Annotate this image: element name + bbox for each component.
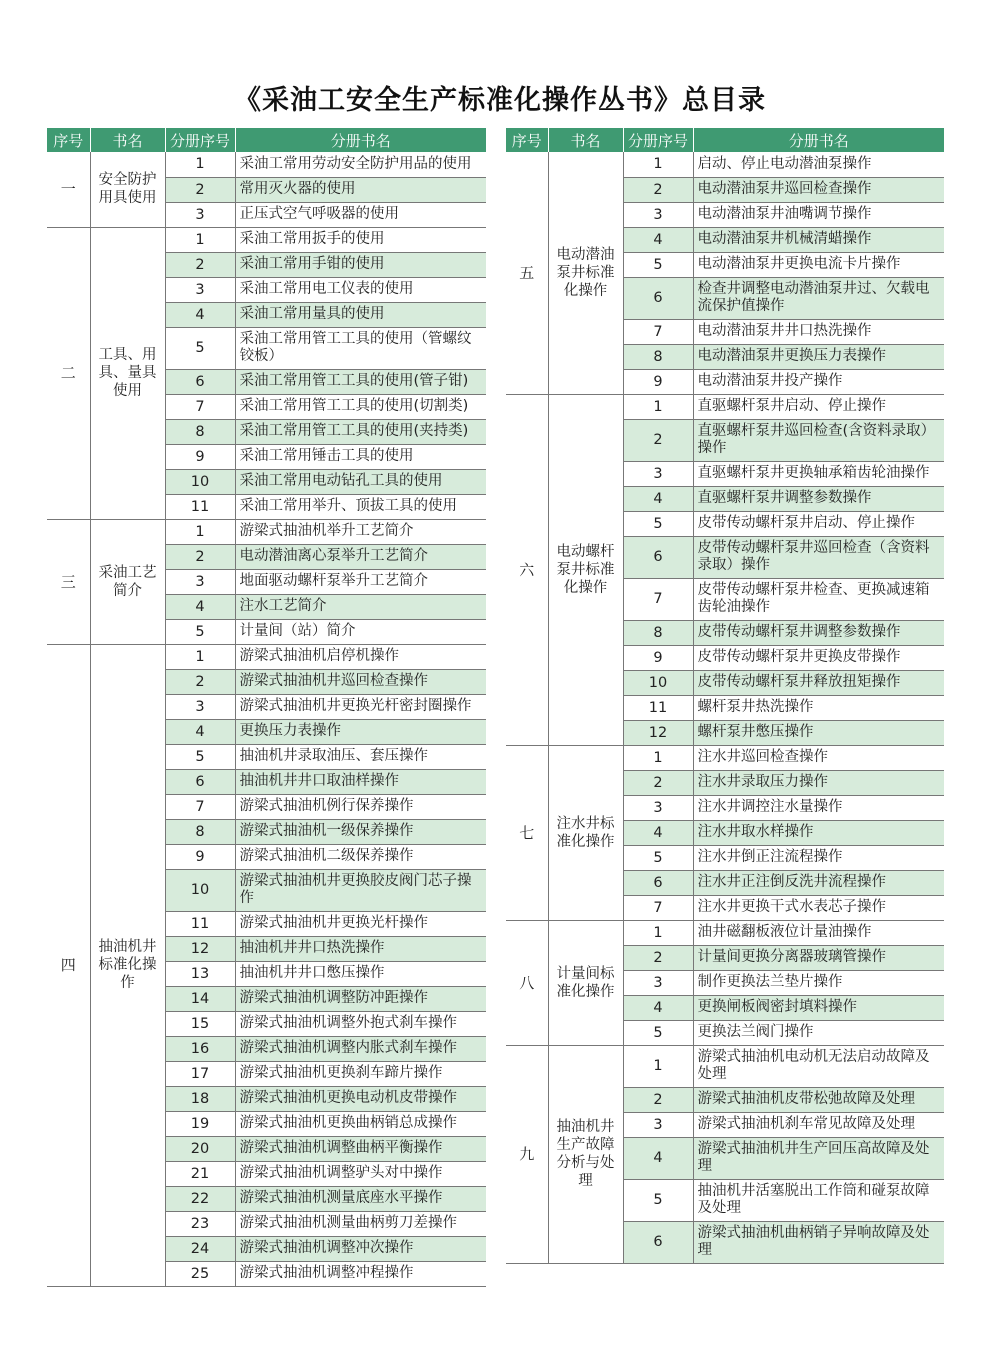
table-row bbox=[47, 644, 486, 669]
sub-seq-cell: 4 bbox=[623, 227, 693, 252]
sub-title-cell: 更换闸板阀密封填料操作 bbox=[693, 995, 944, 1020]
sub-seq-cell: 11 bbox=[623, 695, 693, 720]
sub-title-cell: 游梁式抽油机调整防冲距操作 bbox=[235, 986, 486, 1011]
sub-seq-cell: 1 bbox=[623, 745, 693, 770]
sub-title-cell: 直驱螺杆泵井启动、停止操作 bbox=[693, 394, 944, 419]
table-row bbox=[506, 1045, 944, 1087]
sub-title-cell: 采油工常用举升、顶拔工具的使用 bbox=[235, 494, 486, 519]
group-seq: 五 bbox=[506, 152, 548, 394]
sub-seq-cell: 1 bbox=[165, 519, 235, 544]
sub-title-cell: 游梁式抽油机测量曲柄剪刀差操作 bbox=[235, 1211, 486, 1236]
sub-seq-cell: 1 bbox=[165, 227, 235, 252]
toc-table-left bbox=[47, 128, 486, 1287]
sub-title-cell: 注水工艺简介 bbox=[235, 594, 486, 619]
sub-seq-cell: 22 bbox=[165, 1186, 235, 1211]
sub-title-cell: 游梁式抽油机调整冲次操作 bbox=[235, 1236, 486, 1261]
sub-seq-cell: 2 bbox=[623, 1087, 693, 1112]
sub-title-cell: 注水井录取压力操作 bbox=[693, 770, 944, 795]
sub-title-cell: 采油工常用锤击工具的使用 bbox=[235, 444, 486, 469]
sub-title-cell: 游梁式抽油机启停机操作 bbox=[235, 644, 486, 669]
sub-seq-cell: 3 bbox=[165, 569, 235, 594]
table-row bbox=[47, 519, 486, 544]
sub-title-cell: 皮带传动螺杆泵井启动、停止操作 bbox=[693, 511, 944, 536]
sub-title-cell: 抽油机井井口取油样操作 bbox=[235, 769, 486, 794]
sub-seq-cell: 6 bbox=[165, 769, 235, 794]
sub-seq-cell: 1 bbox=[165, 152, 235, 177]
sub-seq-cell: 4 bbox=[165, 302, 235, 327]
sub-seq-cell: 10 bbox=[165, 869, 235, 911]
sub-title-cell: 游梁式抽油机井更换光杆操作 bbox=[235, 911, 486, 936]
sub-seq-cell: 5 bbox=[165, 744, 235, 769]
sub-title-cell: 采油工常用量具的使用 bbox=[235, 302, 486, 327]
sub-seq-cell: 9 bbox=[623, 369, 693, 394]
sub-title-cell: 游梁式抽油机调整外抱式刹车操作 bbox=[235, 1011, 486, 1036]
group-book-name: 计量间标准化操作 bbox=[548, 920, 623, 1045]
sub-title-cell: 电动潜油泵井更换压力表操作 bbox=[693, 344, 944, 369]
sub-seq-cell: 5 bbox=[623, 252, 693, 277]
sub-seq-cell: 6 bbox=[623, 277, 693, 319]
header-sub-title: 分册书名 bbox=[693, 128, 944, 152]
sub-title-cell: 游梁式抽油机井巡回检查操作 bbox=[235, 669, 486, 694]
sub-seq-cell: 7 bbox=[165, 394, 235, 419]
sub-title-cell: 螺杆泵井热洗操作 bbox=[693, 695, 944, 720]
group-seq: 八 bbox=[506, 920, 548, 1045]
sub-title-cell: 皮带传动螺杆泵井检查、更换减速箱齿轮油操作 bbox=[693, 578, 944, 620]
sub-title-cell: 皮带传动螺杆泵井更换皮带操作 bbox=[693, 645, 944, 670]
sub-seq-cell: 8 bbox=[623, 344, 693, 369]
sub-seq-cell: 3 bbox=[165, 202, 235, 227]
sub-title-cell: 抽油机井井口憋压操作 bbox=[235, 961, 486, 986]
sub-seq-cell: 2 bbox=[623, 177, 693, 202]
sub-title-cell: 正压式空气呼吸器的使用 bbox=[235, 202, 486, 227]
sub-title-cell: 注水井倒正注流程操作 bbox=[693, 845, 944, 870]
group-book-name: 注水井标准化操作 bbox=[548, 745, 623, 920]
sub-title-cell: 游梁式抽油机二级保养操作 bbox=[235, 844, 486, 869]
sub-seq-cell: 4 bbox=[623, 1137, 693, 1179]
sub-seq-cell: 1 bbox=[623, 394, 693, 419]
sub-seq-cell: 8 bbox=[165, 819, 235, 844]
sub-seq-cell: 4 bbox=[165, 719, 235, 744]
group-book-name: 采油工艺简介 bbox=[90, 519, 165, 644]
sub-title-cell: 游梁式抽油机一级保养操作 bbox=[235, 819, 486, 844]
sub-title-cell: 制作更换法兰垫片操作 bbox=[693, 970, 944, 995]
sub-seq-cell: 8 bbox=[623, 620, 693, 645]
group-book-name: 电动潜油泵井标准化操作 bbox=[548, 152, 623, 394]
sub-seq-cell: 14 bbox=[165, 986, 235, 1011]
sub-seq-cell: 21 bbox=[165, 1161, 235, 1186]
sub-seq-cell: 24 bbox=[165, 1236, 235, 1261]
sub-title-cell: 油井磁翻板液位计量油操作 bbox=[693, 920, 944, 945]
sub-seq-cell: 17 bbox=[165, 1061, 235, 1086]
sub-seq-cell: 1 bbox=[623, 152, 693, 177]
sub-title-cell: 皮带传动螺杆泵井巡回检查（含资料录取）操作 bbox=[693, 536, 944, 578]
header-book: 书名 bbox=[548, 128, 623, 152]
header-book: 书名 bbox=[90, 128, 165, 152]
sub-seq-cell: 6 bbox=[623, 870, 693, 895]
sub-seq-cell: 6 bbox=[165, 369, 235, 394]
sub-seq-cell: 12 bbox=[623, 720, 693, 745]
sub-title-cell: 抽油机井井口热洗操作 bbox=[235, 936, 486, 961]
sub-seq-cell: 9 bbox=[165, 844, 235, 869]
sub-title-cell: 游梁式抽油机调整冲程操作 bbox=[235, 1261, 486, 1286]
sub-title-cell: 游梁式抽油机井更换胶皮阀门芯子操作 bbox=[235, 869, 486, 911]
sub-seq-cell: 10 bbox=[623, 670, 693, 695]
sub-title-cell: 采油工常用电工仪表的使用 bbox=[235, 277, 486, 302]
sub-seq-cell: 4 bbox=[623, 486, 693, 511]
group-book-name: 安全防护用具使用 bbox=[90, 152, 165, 227]
sub-title-cell: 游梁式抽油机例行保养操作 bbox=[235, 794, 486, 819]
table-header-row bbox=[506, 128, 944, 152]
sub-seq-cell: 1 bbox=[623, 1045, 693, 1087]
sub-title-cell: 皮带传动螺杆泵井调整参数操作 bbox=[693, 620, 944, 645]
sub-seq-cell: 7 bbox=[165, 794, 235, 819]
sub-seq-cell: 3 bbox=[623, 202, 693, 227]
sub-title-cell: 游梁式抽油机曲柄销子异响故障及处理 bbox=[693, 1221, 944, 1263]
left-table-panel bbox=[47, 128, 486, 1287]
header-sub-seq: 分册序号 bbox=[165, 128, 235, 152]
sub-title-cell: 电动潜油泵井更换电流卡片操作 bbox=[693, 252, 944, 277]
sub-seq-cell: 25 bbox=[165, 1261, 235, 1286]
sub-seq-cell: 7 bbox=[623, 319, 693, 344]
sub-title-cell: 采油工常用劳动安全防护用品的使用 bbox=[235, 152, 486, 177]
sub-title-cell: 采油工常用管工工具的使用(夹持类) bbox=[235, 419, 486, 444]
sub-seq-cell: 2 bbox=[165, 177, 235, 202]
sub-title-cell: 电动潜油泵井油嘴调节操作 bbox=[693, 202, 944, 227]
sub-seq-cell: 10 bbox=[165, 469, 235, 494]
sub-title-cell: 采油工常用扳手的使用 bbox=[235, 227, 486, 252]
sub-seq-cell: 5 bbox=[165, 619, 235, 644]
sub-title-cell: 游梁式抽油机调整曲柄平衡操作 bbox=[235, 1136, 486, 1161]
group-book-name: 工具、用具、量具使用 bbox=[90, 227, 165, 519]
sub-seq-cell: 8 bbox=[165, 419, 235, 444]
table-row bbox=[506, 920, 944, 945]
group-book-name: 抽油机井标准化操作 bbox=[90, 644, 165, 1286]
sub-title-cell: 游梁式抽油机调整驴头对中操作 bbox=[235, 1161, 486, 1186]
sub-seq-cell: 13 bbox=[165, 961, 235, 986]
sub-title-cell: 电动潜油泵井巡回检查操作 bbox=[693, 177, 944, 202]
sub-title-cell: 采油工常用电动钻孔工具的使用 bbox=[235, 469, 486, 494]
sub-seq-cell: 7 bbox=[623, 895, 693, 920]
sub-seq-cell: 11 bbox=[165, 494, 235, 519]
group-seq: 四 bbox=[47, 644, 90, 1286]
sub-title-cell: 游梁式抽油机更换曲柄销总成操作 bbox=[235, 1111, 486, 1136]
sub-title-cell: 皮带传动螺杆泵井释放扭矩操作 bbox=[693, 670, 944, 695]
group-seq: 二 bbox=[47, 227, 90, 519]
sub-title-cell: 抽油机井活塞脱出工作筒和碰泵故障及处理 bbox=[693, 1179, 944, 1221]
table-row bbox=[47, 227, 486, 252]
sub-title-cell: 注水井调控注水量操作 bbox=[693, 795, 944, 820]
sub-seq-cell: 23 bbox=[165, 1211, 235, 1236]
sub-seq-cell: 3 bbox=[623, 970, 693, 995]
sub-title-cell: 电动潜油泵井机械清蜡操作 bbox=[693, 227, 944, 252]
sub-seq-cell: 2 bbox=[165, 252, 235, 277]
group-book-name: 抽油机井生产故障分析与处理 bbox=[548, 1045, 623, 1263]
sub-title-cell: 游梁式抽油机调整内胀式刹车操作 bbox=[235, 1036, 486, 1061]
page-title: 《采油工安全生产标准化操作丛书》总目录 bbox=[234, 85, 766, 116]
sub-seq-cell: 18 bbox=[165, 1086, 235, 1111]
header-sub-seq: 分册序号 bbox=[623, 128, 693, 152]
sub-title-cell: 游梁式抽油机井更换光杆密封圈操作 bbox=[235, 694, 486, 719]
table-header-row bbox=[47, 128, 486, 152]
sub-title-cell: 游梁式抽油机电动机无法启动故障及处理 bbox=[693, 1045, 944, 1087]
sub-seq-cell: 20 bbox=[165, 1136, 235, 1161]
table-row bbox=[506, 745, 944, 770]
sub-title-cell: 直驱螺杆泵井巡回检查(含资料录取）操作 bbox=[693, 419, 944, 461]
sub-title-cell: 游梁式抽油机皮带松弛故障及处理 bbox=[693, 1087, 944, 1112]
sub-title-cell: 启动、停止电动潜油泵操作 bbox=[693, 152, 944, 177]
sub-seq-cell: 5 bbox=[623, 1179, 693, 1221]
sub-seq-cell: 3 bbox=[623, 461, 693, 486]
sub-title-cell: 游梁式抽油机更换电动机皮带操作 bbox=[235, 1086, 486, 1111]
sub-title-cell: 电动潜油离心泵举升工艺简介 bbox=[235, 544, 486, 569]
group-book-name: 电动螺杆泵井标准化操作 bbox=[548, 394, 623, 745]
sub-seq-cell: 2 bbox=[623, 945, 693, 970]
sub-title-cell: 检查井调整电动潜油泵井过、欠载电流保护值操作 bbox=[693, 277, 944, 319]
sub-seq-cell: 5 bbox=[623, 845, 693, 870]
header-seq: 序号 bbox=[47, 128, 90, 152]
sub-title-cell: 采油工常用管工工具的使用(管子钳) bbox=[235, 369, 486, 394]
sub-title-cell: 抽油机井录取油压、套压操作 bbox=[235, 744, 486, 769]
sub-seq-cell: 6 bbox=[623, 536, 693, 578]
sub-seq-cell: 3 bbox=[623, 1112, 693, 1137]
table-row bbox=[506, 152, 944, 177]
sub-seq-cell: 11 bbox=[165, 911, 235, 936]
sub-title-cell: 游梁式抽油机井生产回压高故障及处理 bbox=[693, 1137, 944, 1179]
sub-seq-cell: 16 bbox=[165, 1036, 235, 1061]
sub-seq-cell: 3 bbox=[623, 795, 693, 820]
sub-title-cell: 直驱螺杆泵井更换轴承箱齿轮油操作 bbox=[693, 461, 944, 486]
sub-seq-cell: 1 bbox=[623, 920, 693, 945]
group-seq: 七 bbox=[506, 745, 548, 920]
sub-seq-cell: 6 bbox=[623, 1221, 693, 1263]
header-sub-title: 分册书名 bbox=[235, 128, 486, 152]
sub-seq-cell: 12 bbox=[165, 936, 235, 961]
sub-seq-cell: 4 bbox=[623, 995, 693, 1020]
sub-title-cell: 电动潜油泵井投产操作 bbox=[693, 369, 944, 394]
sub-seq-cell: 19 bbox=[165, 1111, 235, 1136]
sub-title-cell: 注水井取水样操作 bbox=[693, 820, 944, 845]
sub-title-cell: 采油工常用管工工具的使用(切割类) bbox=[235, 394, 486, 419]
sub-title-cell: 直驱螺杆泵井调整参数操作 bbox=[693, 486, 944, 511]
sub-title-cell: 计量间更换分离器玻璃管操作 bbox=[693, 945, 944, 970]
sub-seq-cell: 1 bbox=[165, 644, 235, 669]
sub-title-cell: 更换压力表操作 bbox=[235, 719, 486, 744]
sub-seq-cell: 2 bbox=[623, 419, 693, 461]
group-seq: 六 bbox=[506, 394, 548, 745]
sub-title-cell: 采油工常用管工工具的使用（管螺纹铰板） bbox=[235, 327, 486, 369]
sub-title-cell: 注水井巡回检查操作 bbox=[693, 745, 944, 770]
sub-title-cell: 电动潜油泵井井口热洗操作 bbox=[693, 319, 944, 344]
sub-seq-cell: 9 bbox=[623, 645, 693, 670]
sub-title-cell: 采油工常用手钳的使用 bbox=[235, 252, 486, 277]
sub-seq-cell: 9 bbox=[165, 444, 235, 469]
sub-seq-cell: 5 bbox=[165, 327, 235, 369]
group-seq: 一 bbox=[47, 152, 90, 227]
sub-seq-cell: 2 bbox=[165, 669, 235, 694]
sub-title-cell: 注水井更换干式水表芯子操作 bbox=[693, 895, 944, 920]
group-seq: 三 bbox=[47, 519, 90, 644]
sub-seq-cell: 7 bbox=[623, 578, 693, 620]
sub-title-cell: 计量间（站）简介 bbox=[235, 619, 486, 644]
sub-title-cell: 游梁式抽油机更换刹车蹄片操作 bbox=[235, 1061, 486, 1086]
table-row bbox=[506, 394, 944, 419]
table-row bbox=[47, 152, 486, 177]
sub-title-cell: 螺杆泵井憋压操作 bbox=[693, 720, 944, 745]
sub-seq-cell: 2 bbox=[165, 544, 235, 569]
toc-table-right bbox=[506, 128, 944, 1264]
sub-seq-cell: 4 bbox=[623, 820, 693, 845]
group-seq: 九 bbox=[506, 1045, 548, 1263]
sub-title-cell: 游梁式抽油机刹车常见故障及处理 bbox=[693, 1112, 944, 1137]
sub-title-cell: 注水井正注倒反洗井流程操作 bbox=[693, 870, 944, 895]
sub-title-cell: 地面驱动螺杆泵举升工艺简介 bbox=[235, 569, 486, 594]
sub-seq-cell: 5 bbox=[623, 511, 693, 536]
header-seq: 序号 bbox=[506, 128, 548, 152]
sub-seq-cell: 15 bbox=[165, 1011, 235, 1036]
right-table-panel bbox=[506, 128, 944, 1264]
sub-title-cell: 更换法兰阀门操作 bbox=[693, 1020, 944, 1045]
sub-seq-cell: 2 bbox=[623, 770, 693, 795]
sub-title-cell: 游梁式抽油机举升工艺简介 bbox=[235, 519, 486, 544]
sub-title-cell: 游梁式抽油机测量底座水平操作 bbox=[235, 1186, 486, 1211]
sub-seq-cell: 3 bbox=[165, 277, 235, 302]
sub-seq-cell: 3 bbox=[165, 694, 235, 719]
sub-seq-cell: 4 bbox=[165, 594, 235, 619]
sub-title-cell: 常用灭火器的使用 bbox=[235, 177, 486, 202]
sub-seq-cell: 5 bbox=[623, 1020, 693, 1045]
